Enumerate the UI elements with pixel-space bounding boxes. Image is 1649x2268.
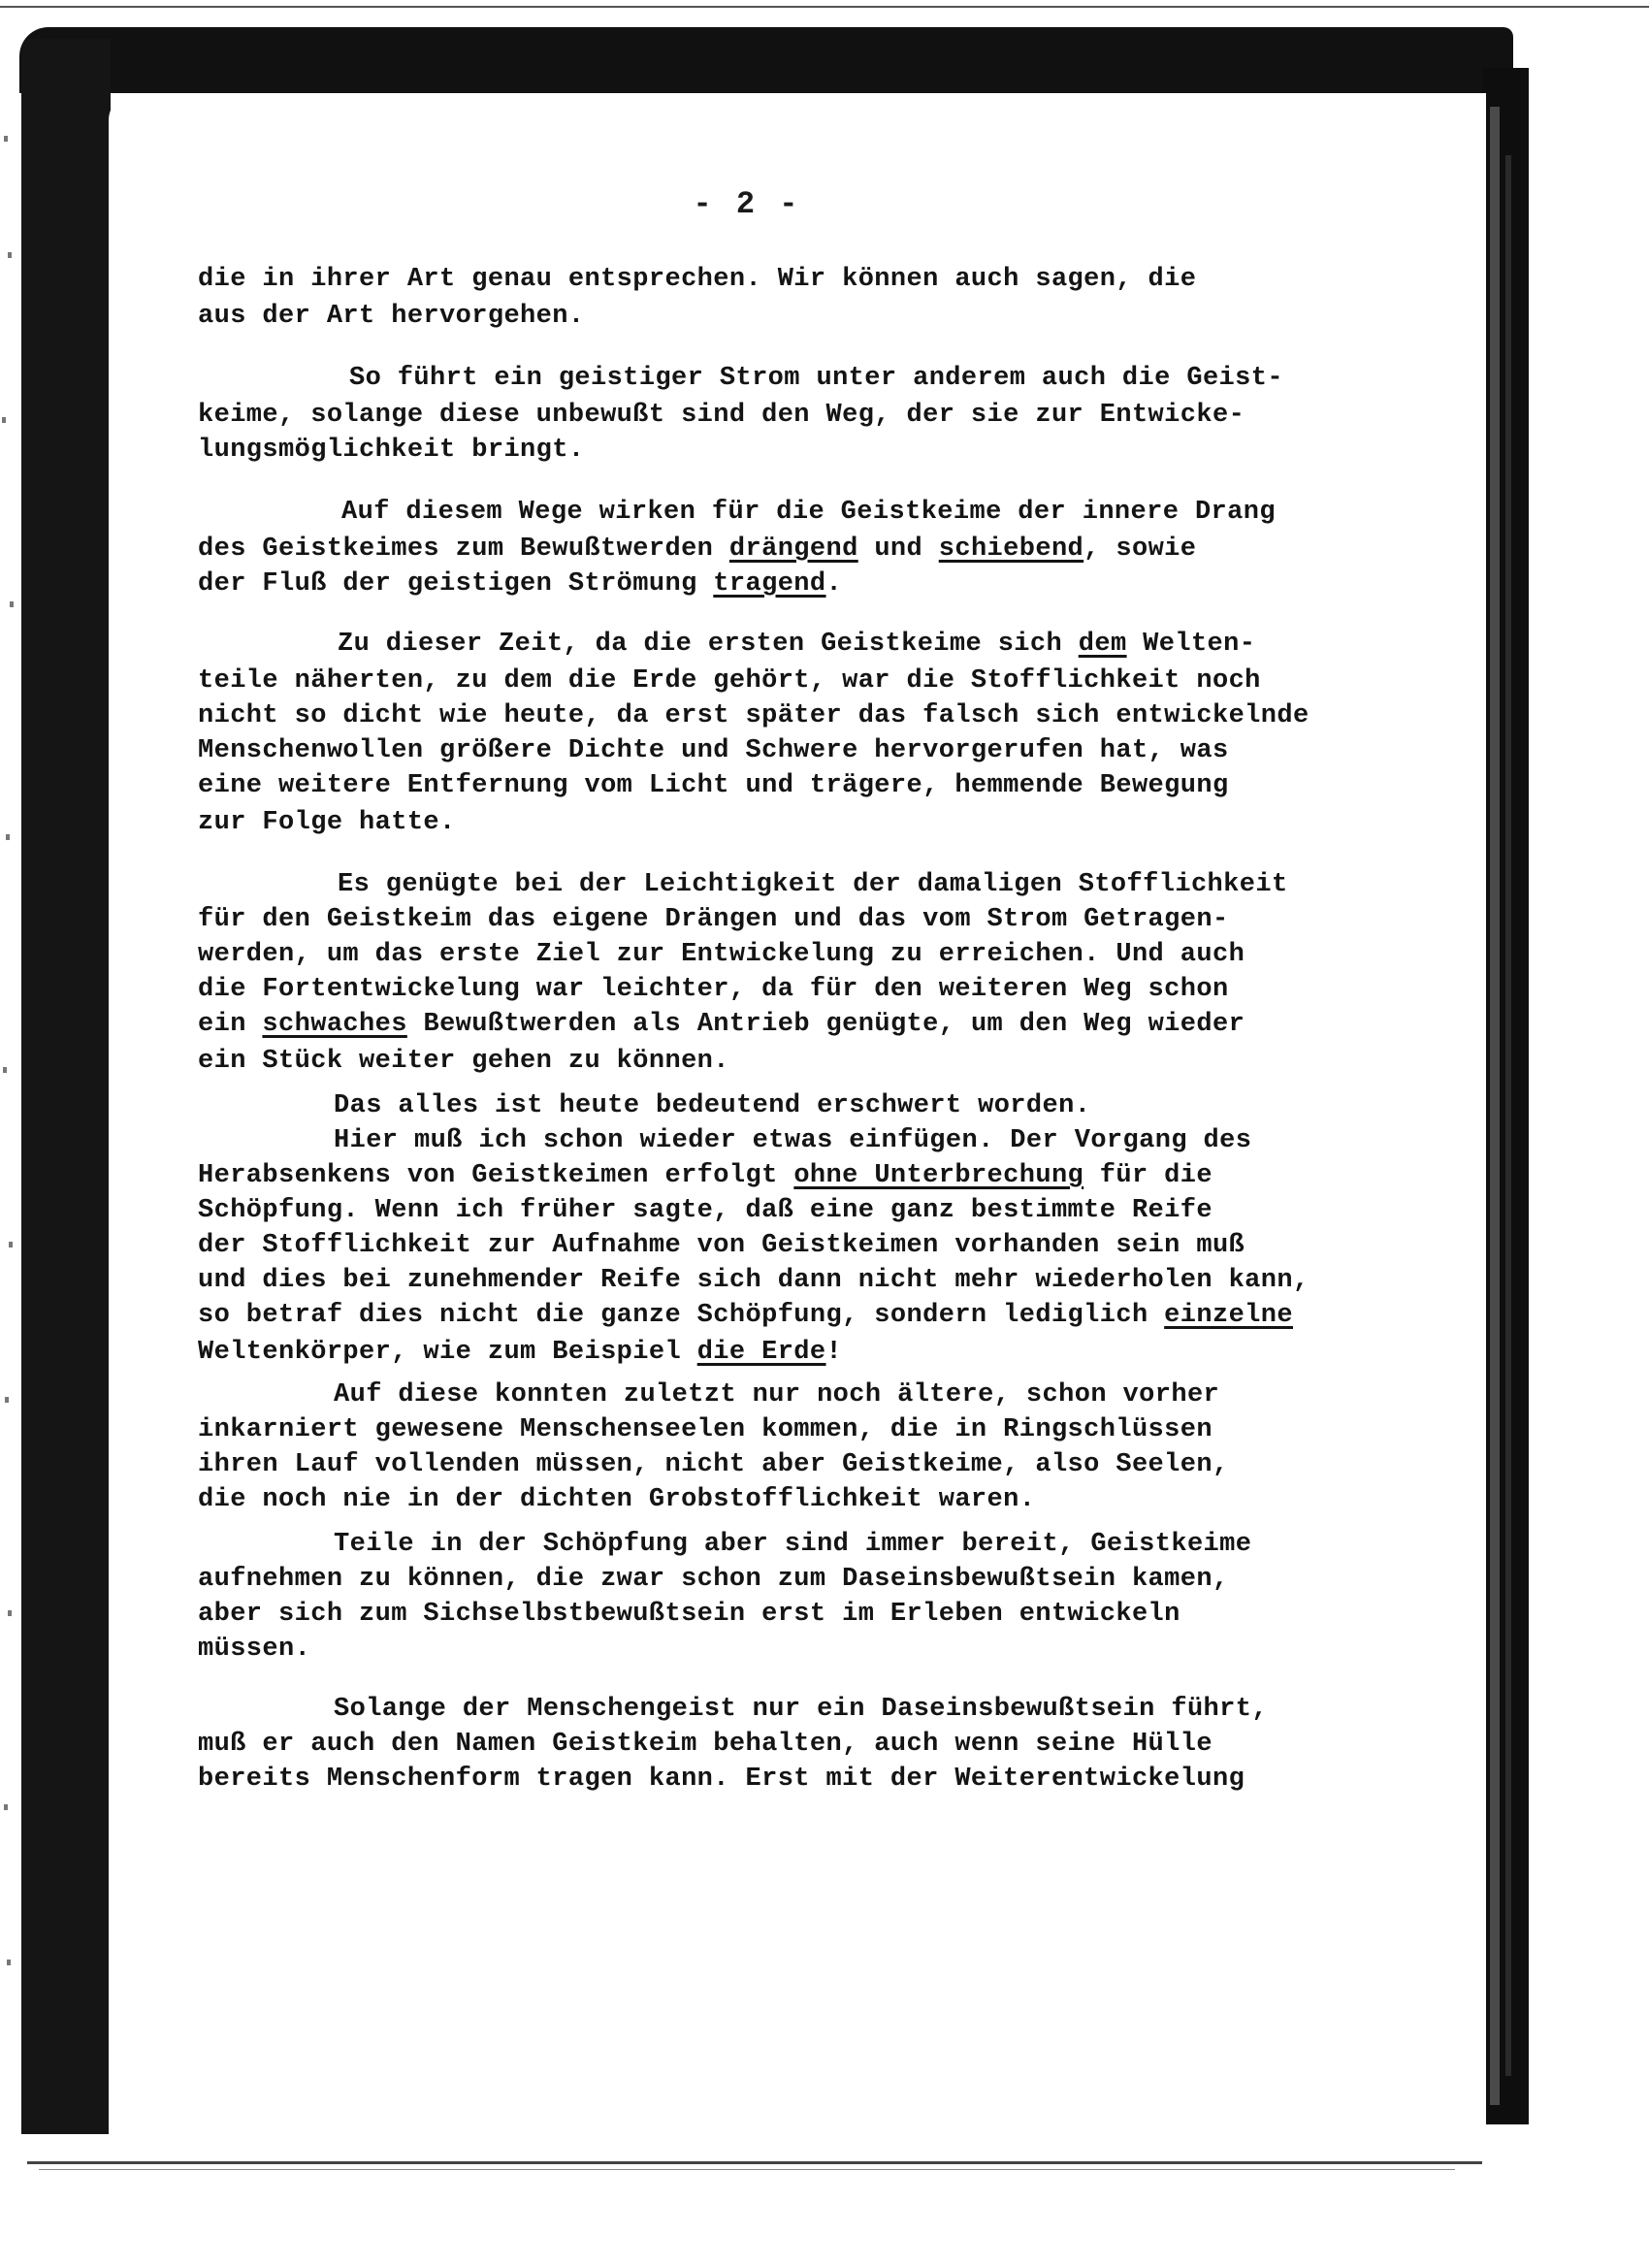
text-segment: Weltenkörper, wie zum Beispiel: [198, 1338, 697, 1367]
text-line: [338, 629, 1255, 662]
underlined-word: tragend: [713, 569, 826, 599]
text-segment: muß er auch den Namen Geistkeim behalten, auch wenn seine Hülle: [198, 1730, 1212, 1759]
text-segment: die Fortentwickelung war leichter, da für den weiteren Weg schon: [198, 975, 1229, 1004]
text-segment: , sowie: [1083, 535, 1197, 564]
text-segment: aber sich zum Sichselbstbewußtsein erst im Erleben entwickeln: [198, 1600, 1180, 1629]
text-segment: !: [825, 1338, 843, 1367]
scan-top-edge: [0, 6, 1649, 8]
text-segment: die noch nie in der dichten Grobstofflichkeit waren.: [198, 1485, 1036, 1514]
text-line: [198, 1414, 1212, 1447]
text-segment: Menschenwollen größere Dichte und Schwere hervorgerufen hat, was: [198, 736, 1229, 765]
underlined-word: ohne Unterbrechung: [793, 1161, 1084, 1190]
text-segment: Teile in der Schöpfung aber sind immer bereit, Geistkeime: [334, 1530, 1252, 1559]
scan-border-right-inner: [1490, 107, 1500, 2105]
text-line: [334, 1379, 1219, 1412]
text-segment: Schöpfung. Wenn ich früher sagte, daß eine ganz bestimmte Reife: [198, 1196, 1212, 1225]
text-line: [198, 1337, 842, 1370]
text-line: [334, 1125, 1251, 1158]
text-segment: der Fluß der geistigen Strömung: [198, 569, 714, 599]
text-line: [198, 939, 1245, 972]
text-line: [198, 665, 1261, 698]
text-segment: keime, solange diese unbewußt sind den Weg, der sie zur Entwicke-: [198, 401, 1245, 430]
text-line: [338, 869, 1288, 902]
text-segment: aus der Art hervorgehen.: [198, 302, 585, 331]
text-line: [198, 400, 1245, 433]
text-segment: Hier muß ich schon wieder etwas einfügen. Der Vorgang des: [334, 1126, 1252, 1155]
text-segment: lungsmöglichkeit bringt.: [198, 436, 585, 465]
text-line: [198, 1195, 1212, 1228]
underlined-word: drängend: [728, 535, 858, 564]
text-segment: eine weitere Entfernung vom Licht und trägere, hemmende Bewegung: [198, 771, 1229, 800]
underlined-word: dem: [1078, 630, 1127, 659]
text-line: [341, 497, 1276, 530]
scan-noise-left: [0, 97, 19, 2037]
text-line: [198, 1729, 1212, 1762]
text-line: [349, 363, 1283, 396]
scan-bottom-edge: [27, 2161, 1482, 2164]
text-segment: inkarniert gewesene Menschenseelen kommen, die in Ringschlüssen: [198, 1415, 1212, 1444]
text-segment: bereits Menschenform tragen kann. Erst mit der Weiterentwickelung: [198, 1765, 1245, 1794]
text-line: [198, 1634, 310, 1667]
scan-bottom-edge-thin: [39, 2169, 1455, 2170]
text-line: [334, 1694, 1268, 1727]
text-line: [198, 534, 1196, 567]
text-line: [334, 1090, 1090, 1123]
text-segment: für die: [1083, 1161, 1212, 1190]
underlined-word: schwaches: [262, 1010, 407, 1039]
text-line: [198, 1764, 1245, 1797]
text-line: [198, 568, 842, 601]
text-line: [198, 735, 1229, 768]
text-line: [198, 1449, 1229, 1482]
text-segment: für den Geistkeim das eigene Drängen und das vom Strom Getragen-: [198, 905, 1229, 934]
scan-border-right-light: [1505, 155, 1511, 2076]
text-segment: .: [825, 569, 843, 599]
scan-border-left: [21, 39, 111, 2134]
text-line: [198, 301, 584, 334]
text-line: [198, 1484, 1035, 1517]
text-segment: des Geistkeimes zum Bewußtwerden: [198, 535, 729, 564]
text-segment: Auf diesem Wege wirken für die Geistkeime der innere Drang: [341, 498, 1276, 527]
text-segment: ihren Lauf vollenden müssen, nicht aber Geistkeime, also Seelen,: [198, 1450, 1229, 1479]
text-line: [198, 1300, 1293, 1333]
text-segment: Herabsenkens von Geistkeimen erfolgt: [198, 1161, 794, 1190]
text-segment: ein: [198, 1010, 263, 1039]
text-segment: die in ihrer Art genau entsprechen. Wir können auch sagen, die: [198, 265, 1197, 294]
text-line: [198, 1230, 1245, 1263]
page-number: - 2 -: [693, 186, 801, 222]
text-line: [334, 1529, 1251, 1562]
text-line: [198, 770, 1229, 803]
text-line: [198, 700, 1310, 733]
text-segment: der Stofflichkeit zur Aufnahme von Geistkeimen vorhanden sein muß: [198, 1231, 1245, 1260]
text-line: [198, 1160, 1212, 1193]
text-line: [198, 1599, 1180, 1632]
text-line: [198, 1046, 729, 1079]
text-segment: Welten-: [1126, 630, 1256, 659]
text-line: [198, 974, 1229, 1007]
underlined-word: die Erde: [696, 1338, 826, 1367]
text-line: [198, 1265, 1310, 1298]
text-line: [198, 435, 584, 468]
text-segment: Das alles ist heute bedeutend erschwert worden.: [334, 1091, 1091, 1120]
text-segment: so betraf dies nicht die ganze Schöpfung, sondern lediglich: [198, 1301, 1165, 1330]
text-segment: werden, um das erste Ziel zur Entwickelung zu erreichen. Und auch: [198, 940, 1245, 969]
text-segment: nicht so dicht wie heute, da erst später das falsch sich entwickelnde: [198, 701, 1310, 730]
text-segment: zur Folge hatte.: [198, 808, 456, 837]
text-segment: müssen.: [198, 1635, 311, 1664]
text-segment: Bewußtwerden als Antrieb genügte, um den Weg wieder: [406, 1010, 1245, 1039]
text-line: [198, 264, 1196, 297]
text-segment: und dies bei zunehmender Reife sich dann nicht mehr wiederholen kann,: [198, 1266, 1310, 1295]
text-segment: und: [857, 535, 939, 564]
text-segment: ein Stück weiter gehen zu können.: [198, 1047, 729, 1076]
text-segment: aufnehmen zu können, die zwar schon zum Daseinsbewußtsein kamen,: [198, 1565, 1229, 1594]
text-line: [198, 1009, 1245, 1042]
text-line: [198, 807, 456, 840]
text-segment: teile näherten, zu dem die Erde gehört, war die Stofflichkeit noch: [198, 666, 1261, 696]
underlined-word: einzelne: [1164, 1301, 1293, 1330]
text-segment: Auf diese konnten zuletzt nur noch ältere, schon vorher: [334, 1380, 1220, 1409]
text-segment: Solange der Menschengeist nur ein Daseinsbewußtsein führt,: [334, 1695, 1268, 1724]
text-segment: So führt ein geistiger Strom unter anderem auch die Geist-: [349, 364, 1283, 393]
text-line: [198, 1564, 1229, 1597]
scan-border-top: [19, 27, 1513, 93]
text-segment: Zu dieser Zeit, da die ersten Geistkeime sich: [338, 630, 1079, 659]
text-segment: Es genügte bei der Leichtigkeit der damaligen Stofflichkeit: [338, 870, 1288, 899]
underlined-word: schiebend: [938, 535, 1084, 564]
text-line: [198, 904, 1229, 937]
